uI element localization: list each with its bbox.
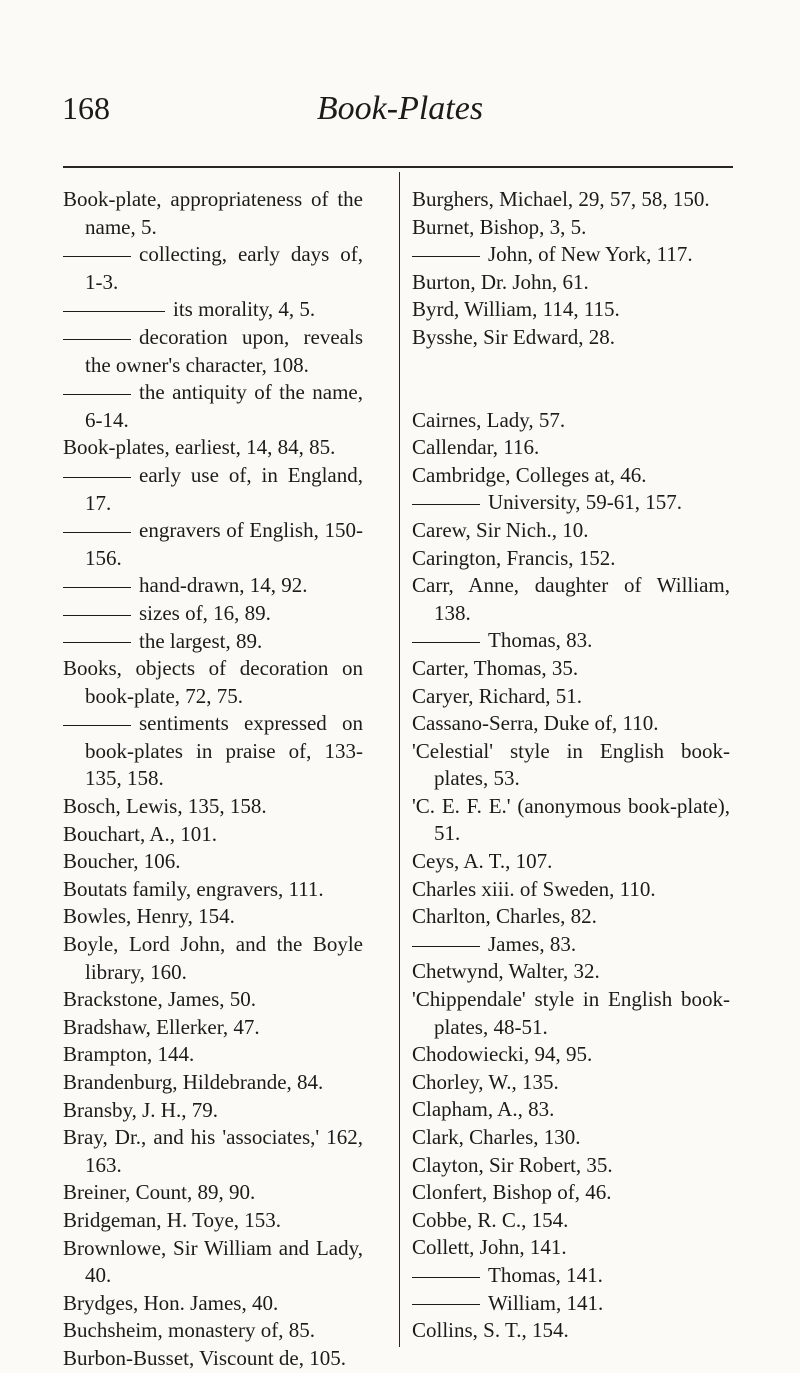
index-entry-text: decoration upon, reveals the owner's character, 108. xyxy=(85,324,363,377)
index-entry xyxy=(412,1262,730,1290)
index-entry xyxy=(63,186,363,241)
index-entry xyxy=(63,848,363,876)
index-entry xyxy=(63,903,363,931)
index-entry xyxy=(412,1041,730,1069)
index-entry xyxy=(412,489,730,517)
index-entry-text: Thomas, 83. xyxy=(488,628,593,653)
index-entry-text: Brampton, 144. xyxy=(63,1042,195,1067)
index-entry xyxy=(63,1345,363,1373)
ditto-dash xyxy=(63,311,165,312)
index-entry xyxy=(412,241,730,269)
index-entry-text: Carew, Sir Nich., 10. xyxy=(412,517,589,542)
section-gap xyxy=(412,352,730,407)
index-entry xyxy=(63,986,363,1014)
index-entry-text: Books, objects of decoration on book-plate, 72, 75. xyxy=(63,656,363,708)
index-entry-text: Burton, Dr. John, 61. xyxy=(412,269,589,294)
index-entry-text: Bouchart, A., 101. xyxy=(63,821,217,846)
index-entry-text: Boutats family, engravers, 111. xyxy=(63,876,324,901)
index-entry xyxy=(412,572,730,627)
index-entry xyxy=(63,241,363,296)
index-entry xyxy=(63,379,363,434)
running-title: Book-Plates xyxy=(316,90,484,127)
index-entry-text: Ceys, A. T., 107. xyxy=(412,849,553,874)
index-entry xyxy=(412,407,730,435)
header-rule xyxy=(63,166,733,168)
index-entry-text: Boyle, Lord John, and the Boyle library, 160. xyxy=(63,932,363,984)
index-entry xyxy=(412,1207,730,1235)
index-entry xyxy=(412,876,730,904)
index-entry-text: James, 83. xyxy=(488,931,577,956)
index-entry-text: Bowles, Henry, 154. xyxy=(63,904,235,929)
index-entry-text: Collett, John, 141. xyxy=(412,1235,567,1260)
index-entry xyxy=(63,655,363,710)
index-entry xyxy=(63,572,363,600)
ditto-dash xyxy=(412,256,480,257)
index-entry xyxy=(412,793,730,848)
index-entry xyxy=(63,1317,363,1345)
index-entry-text: Bosch, Lewis, 135, 158. xyxy=(63,794,267,819)
ditto-dash xyxy=(63,615,131,616)
index-entry-text: Brackstone, James, 50. xyxy=(63,987,257,1012)
ditto-dash xyxy=(63,587,131,588)
ditto-dash xyxy=(63,477,131,478)
index-entry xyxy=(412,627,730,655)
ditto-dash xyxy=(412,1304,480,1305)
index-entry-text: Brandenburg, Hildebrande, 84. xyxy=(63,1070,324,1094)
index-entry xyxy=(63,1069,363,1097)
index-entry xyxy=(412,1179,730,1207)
index-entry-text: engravers of English, 150-156. xyxy=(85,518,363,570)
index-entry-text: Carr, Anne, daughter of William, 138. xyxy=(412,573,730,625)
index-entry xyxy=(412,655,730,683)
index-entry-text: Charles xiii. of Sweden, 110. xyxy=(412,876,656,901)
index-entry-text: Book-plates, earliest, 14, 84, 85. xyxy=(63,435,336,460)
index-entry xyxy=(412,434,730,462)
index-entry xyxy=(412,1152,730,1180)
ditto-dash xyxy=(412,642,480,643)
index-entry-text: Byrd, William, 114, 115. xyxy=(412,297,620,322)
index-entry-text: Brownlowe, Sir William and Lady, 40. xyxy=(63,1235,363,1288)
index-entry-text: Carington, Francis, 152. xyxy=(412,545,616,570)
index-entry xyxy=(412,517,730,545)
index-entry xyxy=(412,1124,730,1152)
index-entry-text: Bridgeman, H. Toye, 153. xyxy=(63,1207,282,1232)
index-entry-text: Chodowiecki, 94, 95. xyxy=(412,1042,593,1067)
index-entry xyxy=(412,1234,730,1262)
index-entry xyxy=(412,986,730,1041)
index-entry-text: 'Chippendale' style in English book-plates, 48-51. xyxy=(412,987,730,1039)
index-entry-text: University, 59-61, 157. xyxy=(488,490,683,515)
index-entry xyxy=(63,1179,363,1207)
index-entry-text: William, 141. xyxy=(488,1290,604,1315)
index-entry xyxy=(63,462,363,517)
index-entry xyxy=(63,1124,363,1179)
index-entry xyxy=(63,1290,363,1318)
ditto-dash xyxy=(412,504,480,505)
index-entry-text: Carter, Thomas, 35. xyxy=(412,655,579,680)
index-entry-text: Burghers, Michael, 29, 57, 58, 150. xyxy=(412,187,710,211)
ditto-dash xyxy=(63,532,131,533)
ditto-dash xyxy=(63,642,131,643)
index-entry-text: Bysshe, Sir Edward, 28. xyxy=(412,324,615,349)
index-entry xyxy=(63,821,363,849)
index-entry-text: Boucher, 106. xyxy=(63,849,181,874)
index-entry-text: the largest, 89. xyxy=(139,628,263,653)
index-entry xyxy=(412,903,730,931)
index-entry xyxy=(412,462,730,490)
index-entry xyxy=(412,1096,730,1124)
index-entry-text: Burnet, Bishop, 3, 5. xyxy=(412,214,587,239)
index-entry-text: its morality, 4, 5. xyxy=(173,297,316,322)
page-header xyxy=(62,90,738,150)
index-entry xyxy=(412,296,730,324)
ditto-dash xyxy=(63,725,131,726)
index-entry-text: Book-plate, appropriateness of the name, 5. xyxy=(63,187,363,239)
index-entry-text: Burbon-Busset, Viscount de, 105. xyxy=(63,1345,347,1370)
index-entry xyxy=(63,296,363,324)
index-entry-text: Callendar, 116. xyxy=(412,435,540,460)
index-entry xyxy=(63,1207,363,1235)
column-divider xyxy=(399,172,400,1347)
index-entry-text: Buchsheim, monastery of, 85. xyxy=(63,1318,315,1343)
index-entry xyxy=(63,600,363,628)
index-entry-text: sizes of, 16, 89. xyxy=(139,600,271,625)
index-entry xyxy=(63,931,363,986)
index-entry-text: 'Celestial' style in English book-plates, 53. xyxy=(412,738,730,791)
index-entry xyxy=(412,324,730,352)
index-entry-text: Collins, S. T., 154. xyxy=(412,1318,569,1343)
index-column-right xyxy=(412,186,730,1345)
index-entry xyxy=(63,710,363,793)
index-entry xyxy=(412,683,730,711)
index-entry-text: Caryer, Richard, 51. xyxy=(412,683,583,708)
index-entry xyxy=(63,793,363,821)
index-entry-text: Bransby, J. H., 79. xyxy=(63,1097,218,1122)
index-entry-text: Cambridge, Colleges at, 46. xyxy=(412,462,647,487)
index-entry xyxy=(412,738,730,793)
index-entry xyxy=(412,214,730,242)
index-entry xyxy=(63,517,363,572)
index-entry-text: Clonfert, Bishop of, 46. xyxy=(412,1180,612,1205)
index-entry-text: the antiquity of the name, 6-14. xyxy=(85,380,363,432)
index-entry-text: early use of, in England, 17. xyxy=(85,462,363,515)
index-entry-text: Clark, Charles, 130. xyxy=(412,1125,581,1149)
index-entry-text: Cairnes, Lady, 57. xyxy=(412,407,566,432)
index-entry xyxy=(63,434,363,462)
ditto-dash xyxy=(63,256,131,257)
index-column-left xyxy=(63,186,363,1373)
index-entry xyxy=(63,1041,363,1069)
index-entry xyxy=(412,186,730,214)
ditto-dash xyxy=(412,946,480,947)
ditto-dash xyxy=(63,339,131,340)
index-entry xyxy=(63,1014,363,1042)
ditto-dash xyxy=(412,1277,480,1278)
index-entry-text: hand-drawn, 14, 92. xyxy=(139,573,308,598)
index-entry-text: Charlton, Charles, 82. xyxy=(412,904,597,929)
index-entry xyxy=(63,324,363,379)
index-entry-text: Thomas, 141. xyxy=(488,1262,603,1287)
index-entry xyxy=(412,848,730,876)
index-entry-text: 'C. E. F. E.' (anonymous book-plate), 51. xyxy=(412,793,730,846)
index-entry-text: Cobbe, R. C., 154. xyxy=(412,1207,569,1232)
index-entry-text: Clayton, Sir Robert, 35. xyxy=(412,1152,613,1177)
index-entry-text: Breiner, Count, 89, 90. xyxy=(63,1180,256,1205)
index-entry-text: Chorley, W., 135. xyxy=(412,1069,559,1094)
index-entry-text: Brydges, Hon. James, 40. xyxy=(63,1290,279,1315)
page-number: 168 xyxy=(62,90,110,126)
index-entry-text: Clapham, A., 83. xyxy=(412,1097,555,1122)
index-entry xyxy=(63,628,363,656)
index-entry xyxy=(63,1097,363,1125)
index-entry xyxy=(412,1069,730,1097)
index-entry xyxy=(412,545,730,573)
index-entry xyxy=(412,269,730,297)
index-entry-text: Bray, Dr., and his 'associates,' 162, 163. xyxy=(63,1125,363,1177)
index-entry xyxy=(412,1317,730,1345)
ditto-dash xyxy=(63,394,131,395)
index-entry xyxy=(63,1235,363,1290)
index-entry xyxy=(63,876,363,904)
index-entry xyxy=(412,1290,730,1318)
index-entry-text: Chetwynd, Walter, 32. xyxy=(412,959,600,984)
index-entry-text: Cassano-Serra, Duke of, 110. xyxy=(412,711,659,736)
index-entry-text: collecting, early days of, 1-3. xyxy=(85,242,363,294)
index-entry xyxy=(412,710,730,738)
index-entry-text: John, of New York, 117. xyxy=(488,242,693,267)
index-entry xyxy=(412,931,730,959)
index-entry-text: Bradshaw, Ellerker, 47. xyxy=(63,1014,260,1039)
index-entry xyxy=(412,958,730,986)
index-entry-text: sentiments expressed on book-plates in praise of, 133-135, 158. xyxy=(85,711,363,791)
